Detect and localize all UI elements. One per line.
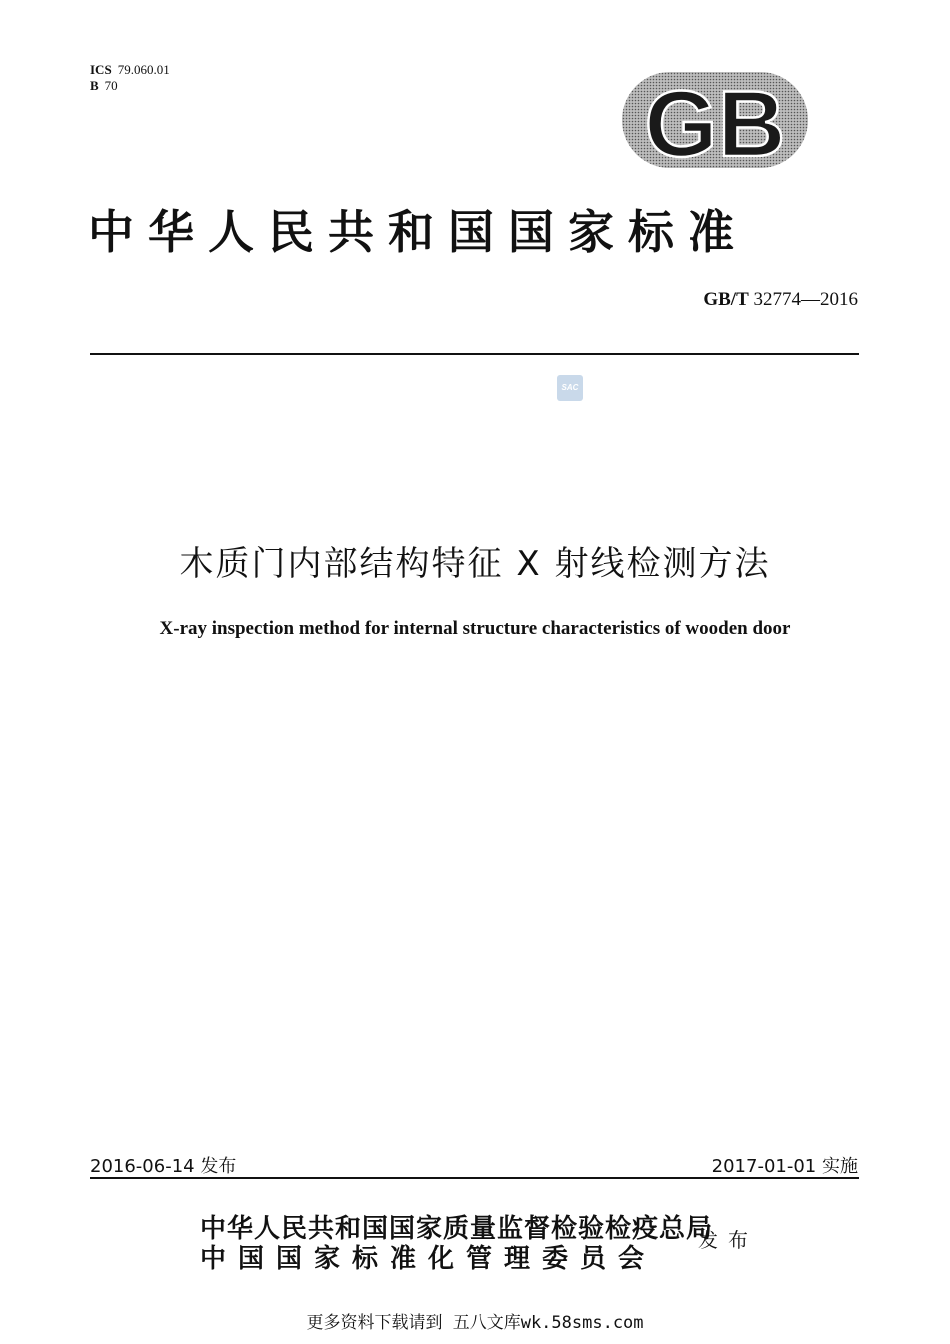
ics-label: ICS [90,62,112,77]
standard-number-value: 32774—2016 [753,289,858,310]
implementation-date: 2017-01-01 实施 [711,1156,858,1177]
gb-logo [622,72,808,168]
issue-date: 2016-06-14 发布 [90,1156,237,1177]
standard-prefix: GB/T [703,289,749,310]
class-value: 70 [104,78,118,93]
gb-logo-text: GB [644,72,786,168]
issuer-sac: 中国国家标准化管理委员会 [200,1244,657,1274]
ics-line [90,62,170,78]
class-label: B [90,78,99,93]
ics-code-block [90,62,170,94]
standard-number [703,289,858,311]
sac-watermark: SAC [557,375,583,401]
issuer-aqsiq: 中华人民共和国国家质量监督检验检疫总局 [200,1214,714,1244]
top-divider [90,353,859,355]
publish-label: 发布 [698,1228,758,1252]
footer-download-note: 更多资料下载请到 五八文库wk.58sms.com [306,1313,644,1333]
document-title-cn: 木质门内部结构特征 X 射线检测方法 [179,544,771,584]
class-line [90,78,170,94]
document-title-en: X-ray inspection method for internal structure characteristics of wooden door [159,618,791,639]
ics-value: 79.060.01 [117,62,170,77]
bottom-divider [90,1177,859,1179]
national-standard-title: 中华人民共和国国家标准 [88,205,748,259]
